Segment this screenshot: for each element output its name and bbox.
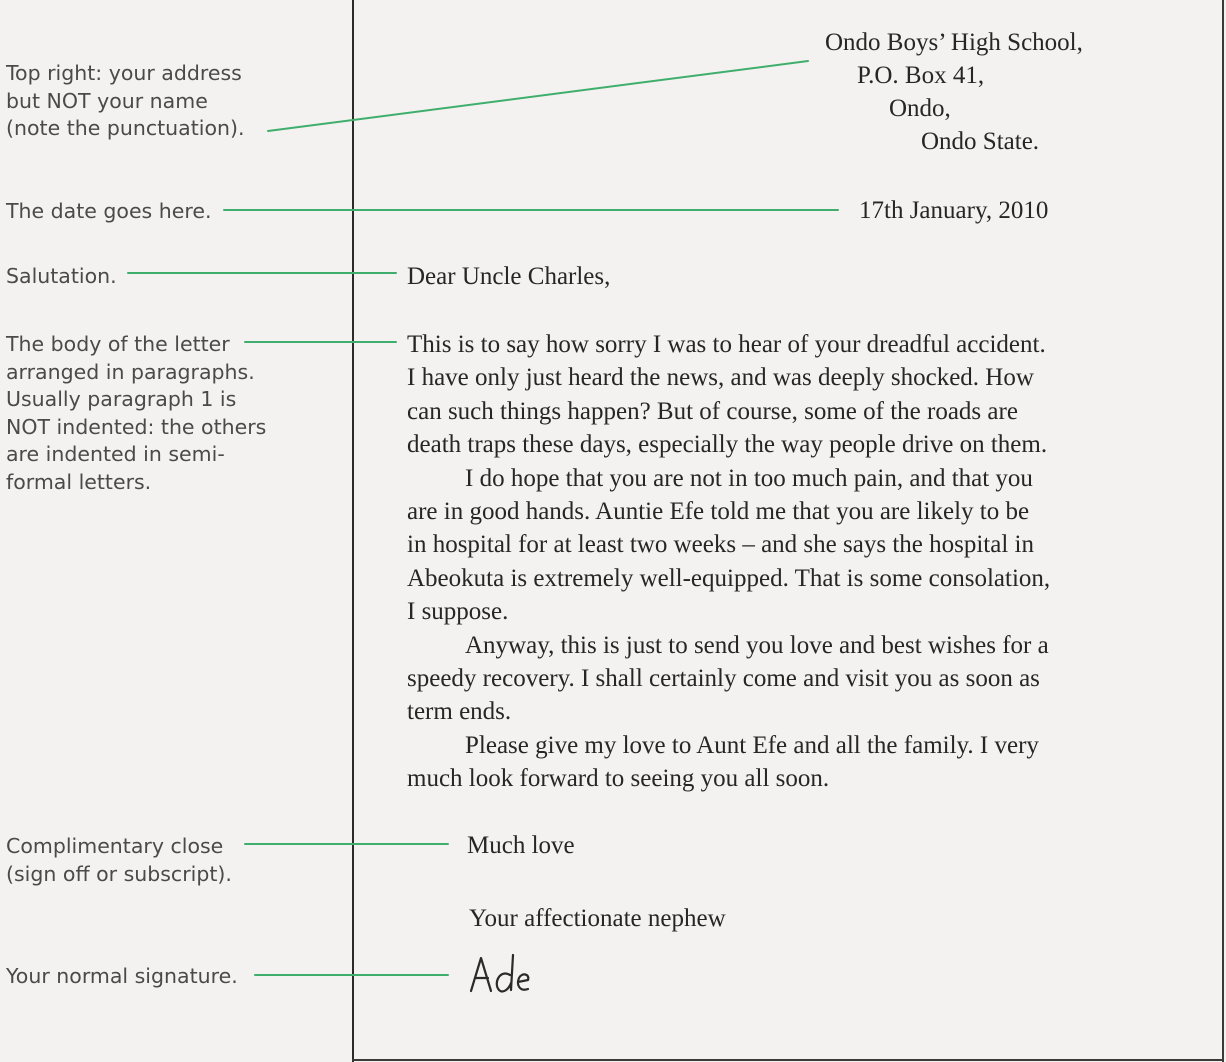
- letter-date: 17th January, 2010: [859, 197, 1049, 224]
- date-annotation: The date goes here.: [6, 199, 212, 223]
- body-line: Anyway, this is just to send you love and best wishes for a: [465, 631, 1049, 659]
- body-line: can such things happen? But of course, some of the roads are: [407, 397, 1018, 425]
- body-line: speedy recovery. I shall certainly come and visit you as soon as: [407, 665, 1040, 693]
- address-line-state: Ondo State.: [921, 128, 1040, 155]
- letter-body: [407, 328, 1050, 796]
- body-line: death traps these days, especially the way people drive on them.: [407, 431, 1048, 459]
- annotation-line: NOT indented: the others: [6, 414, 267, 439]
- salutation-annotation: Salutation.: [6, 264, 117, 288]
- signature-annotation: Your normal signature.: [6, 964, 238, 988]
- address-leader-line: [268, 61, 808, 131]
- annotation-line: but NOT your name: [6, 88, 208, 113]
- body-line: term ends.: [407, 698, 512, 726]
- subscript: Your affectionate nephew: [469, 905, 726, 932]
- body-line: much look forward to seeing you all soon.: [407, 765, 830, 793]
- salutation: Dear Uncle Charles,: [407, 263, 611, 290]
- address-line-town: Ondo,: [889, 95, 951, 122]
- body-line: This is to say how sorry I was to hear of your dreadful accident.: [407, 331, 1046, 358]
- annotation-line: Complimentary close: [6, 834, 224, 858]
- annotation-line: formal letters.: [6, 469, 152, 494]
- annotation-line: (note the punctuation).: [6, 116, 245, 140]
- annotation-line: Top right: your address: [6, 61, 242, 85]
- body-line: Abeokuta is extremely well-equipped. That is some consolation,: [407, 564, 1051, 592]
- annotation-line: The body of the letter: [6, 332, 230, 356]
- complimentary-close: Much love: [467, 832, 575, 859]
- annotation-line: Usually paragraph 1 is: [6, 387, 237, 411]
- body-line: I have only just heard the news, and was deeply shocked. How: [407, 364, 1034, 392]
- body-line: I suppose.: [407, 598, 509, 626]
- body-line: are in good hands. Auntie Efe told me that you are likely to be: [407, 498, 1030, 526]
- annotation-line: (sign off or subscript).: [6, 861, 232, 886]
- address-line-school: Ondo Boys’ High School,: [825, 29, 1083, 56]
- address-line-box: P.O. Box 41,: [857, 62, 985, 89]
- handwritten-signature: [466, 950, 546, 998]
- annotation-line: are indented in semi-: [6, 442, 225, 466]
- body-line: in hospital for at least two weeks – and she says the hospital in: [407, 531, 1034, 559]
- annotation-line: arranged in paragraphs.: [6, 359, 255, 384]
- body-line: I do hope that you are not in too much pain, and that you: [465, 464, 1033, 492]
- body-line: Please give my love to Aunt Efe and all the family. I very: [465, 731, 1039, 759]
